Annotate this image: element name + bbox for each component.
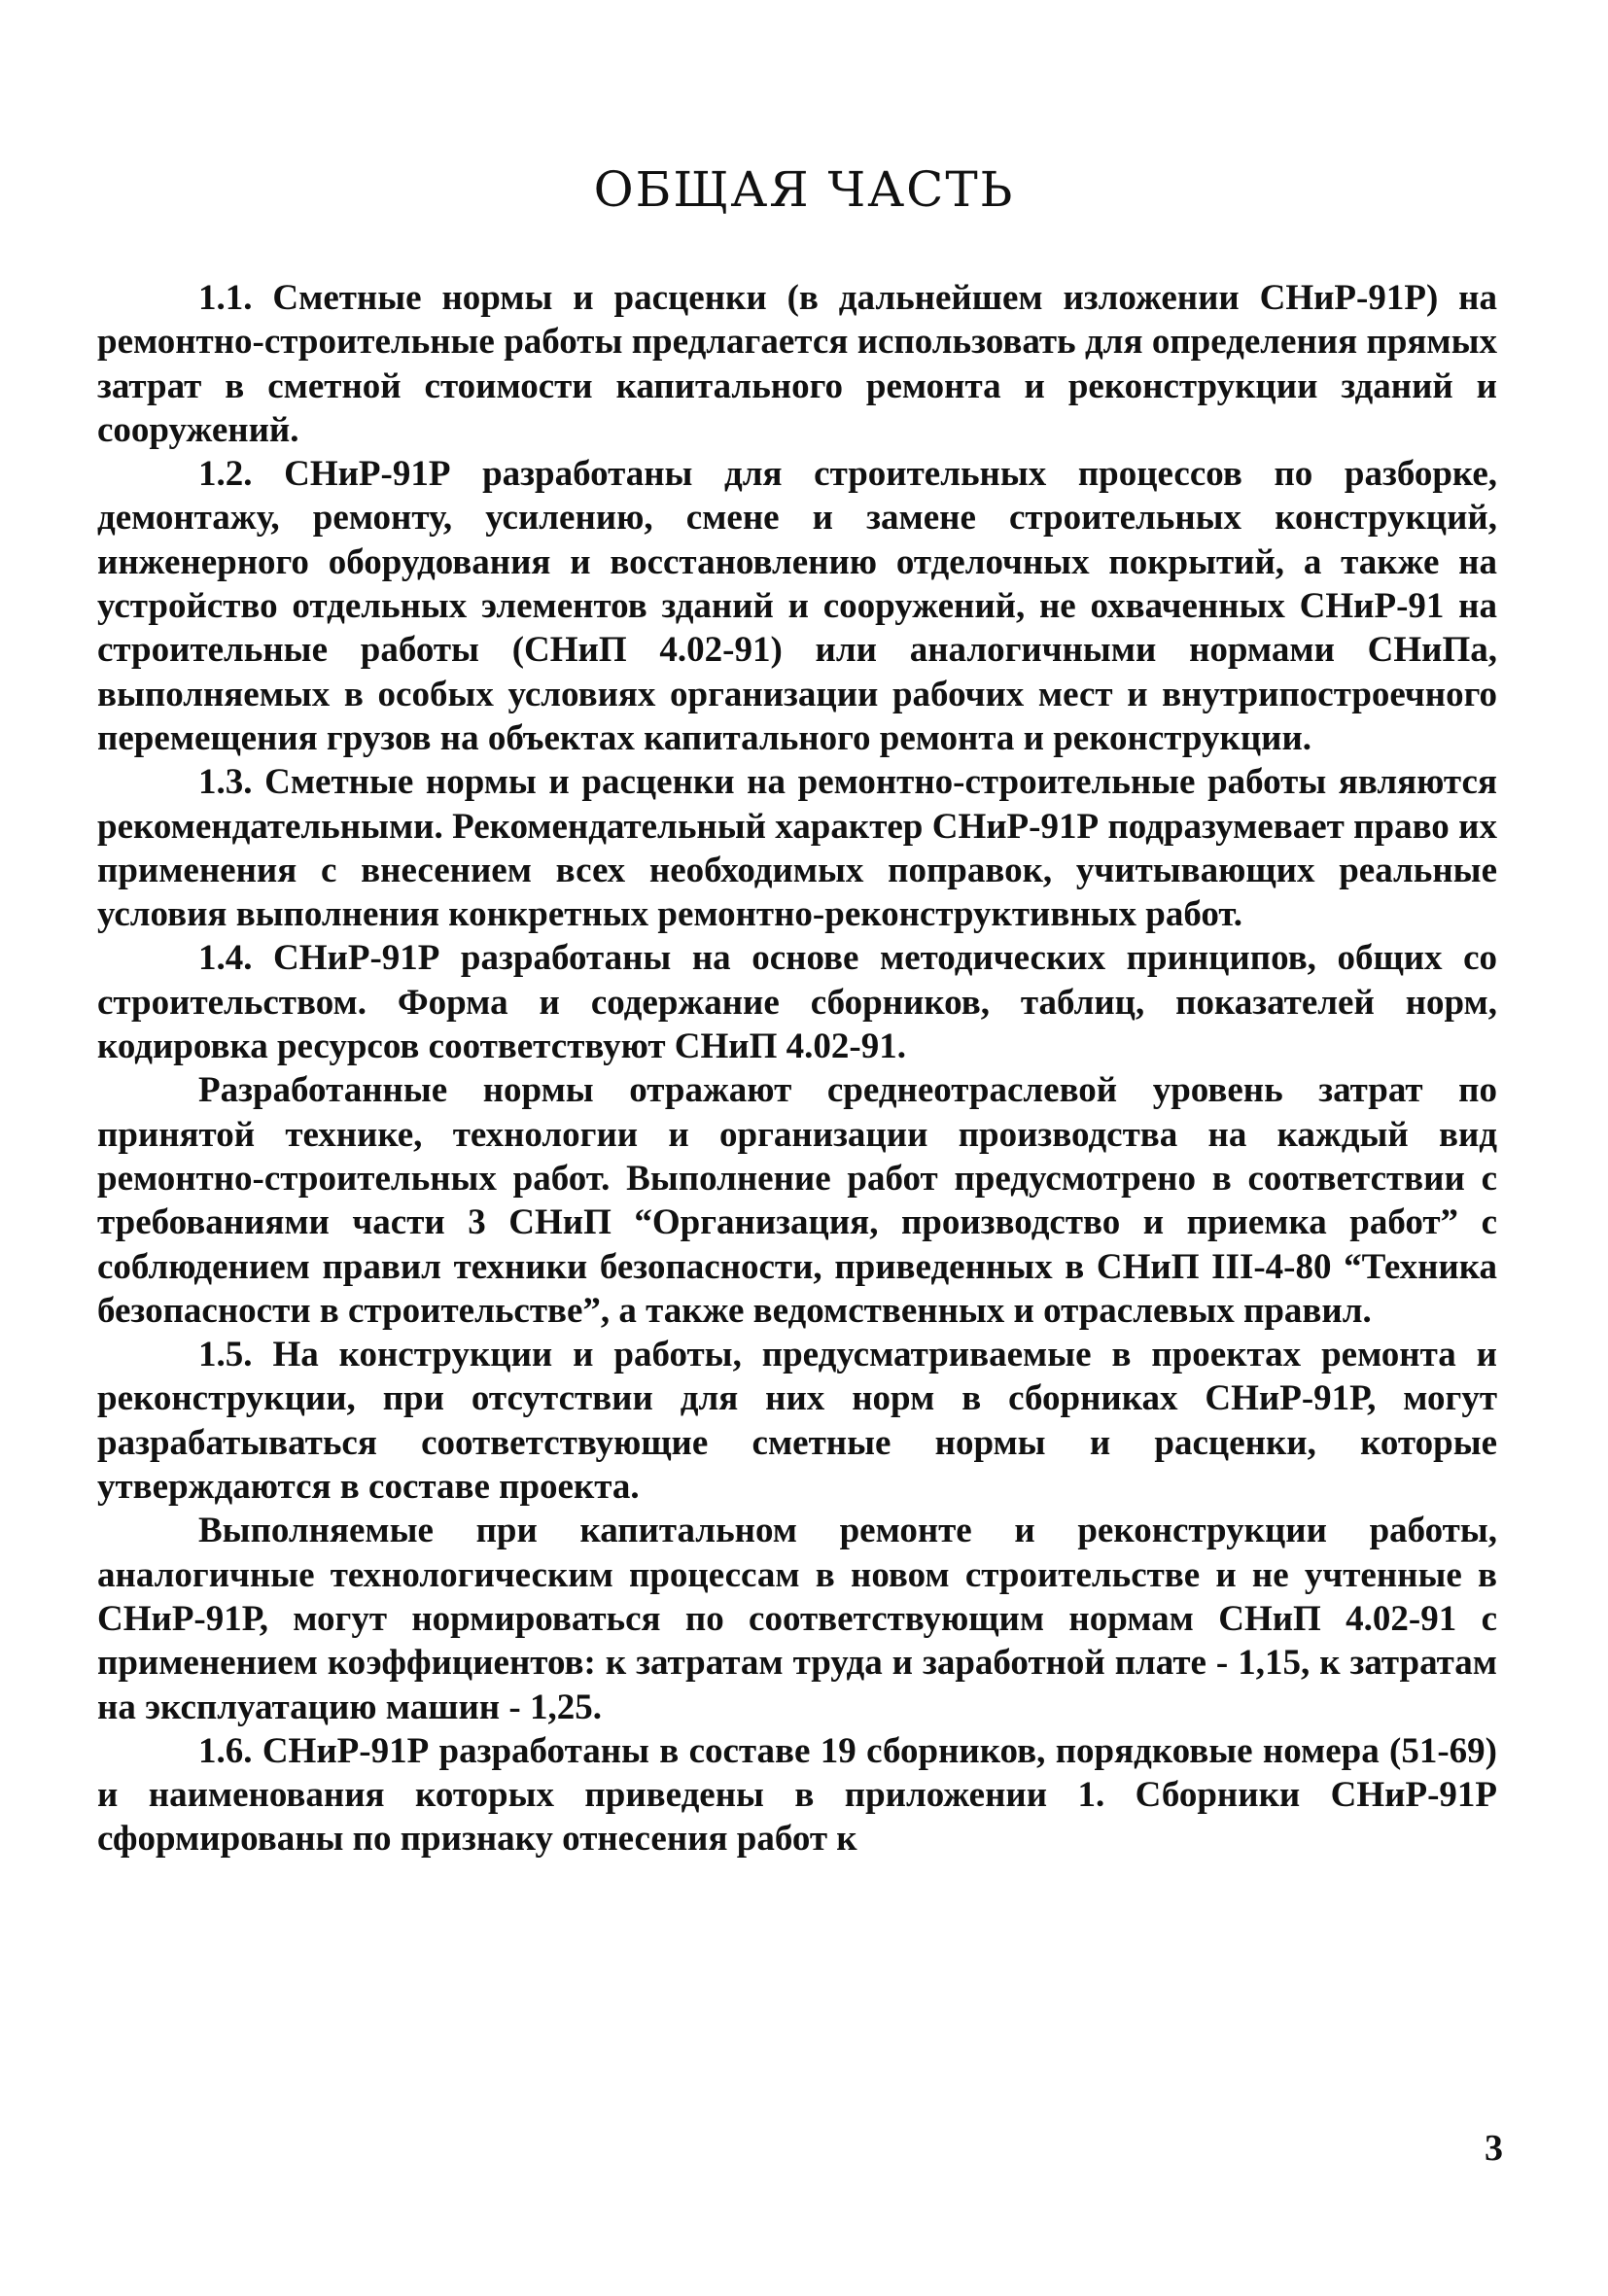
- paragraph-1-1: 1.1. Сметные нормы и расценки (в дальнейшем изложении СНиР-91Р) на ремонтно-строительные работы предлагается использовать для определения прямых затрат в сметной стоимости капитального ремонта и реконструкции зданий и сооружений.: [97, 278, 1497, 450]
- paragraph-1-3: 1.3. Сметные нормы и расценки на ремонтно-строительные работы являются рекомендательными. Рекомендательный характер СНиР-91Р подразумевает право их применения с внесением всех необходимых поправок, учитывающих реальные условия выполнения конкретных ремонтно-реконструктивных работ.: [97, 762, 1497, 935]
- paragraph-1-5-continued: Выполняемые при капитальном ремонте и реконструкции работы, аналогичные технологическим процессам в новом строительстве и не учтенные в СНиР-91Р, могут нормироваться по соответствующим нормам СНиП 4.02-91 с применением коэффициентов: к затратам труда и заработной плате - 1,15, к затратам на эксплуатацию машин - 1,25.: [97, 1511, 1497, 1727]
- paragraph-1-4: 1.4. СНиР-91Р разработаны на основе методических принципов, общих со строительством. Форма и содержание сборников, таблиц, показателей норм, кодировка ресурсов соответствуют СНиП 4.02-91.: [97, 938, 1497, 1067]
- paragraph-1-6: 1.6. СНиР-91Р разработаны в составе 19 сборников, порядковые номера (51-69) и наименования которых приведены в приложении 1. Сборники СНиР-91Р сформированы по признаку отнесения работ к: [97, 1730, 1497, 1860]
- paragraph-1-5: 1.5. На конструкции и работы, предусматриваемые в проектах ремонта и реконструкции, при отсутствии для них норм в сборниках СНиР-91Р, могут разрабатываться соответствующие сметные нормы и расценки, которые утверждаются в составе проекта.: [97, 1335, 1497, 1508]
- paragraph-1-2: 1.2. СНиР-91Р разработаны для строительных процессов по разборке, демонтажу, ремонту, усилению, смене и замене строительных конструкций, инженерного оборудования и восстановлению отделочных покрытий, а также на устройство отдельных элементов зданий и сооружений, не охваченных СНиР-91 на строительные работы (СНиП 4.02-91) или аналогичными нормами СНиПа, выполняемых в особых условиях организации рабочих мест и внутрипостроечного перемещения грузов на объектах капитального ремонта и реконструкции.: [97, 454, 1497, 758]
- page-title: ОБЩАЯ ЧАСТЬ: [593, 161, 1015, 218]
- paragraph-1-4-continued: Разработанные нормы отражают среднеотраслевой уровень затрат по принятой технике, технологии и организации производства на каждый вид ремонтно-строительных работ. Выполнение работ предусмотрено в соответствии с требованиями части 3 СНиП “Организация, производство и приемка работ” с соблюдением правил техники безопасности, приведенных в СНиП III-4-80 “Техника безопасности в строительстве”, а также ведомственных и отраслевых правил.: [97, 1070, 1497, 1331]
- page-number: 3: [1485, 2128, 1503, 2169]
- body-text: [97, 276, 1497, 1861]
